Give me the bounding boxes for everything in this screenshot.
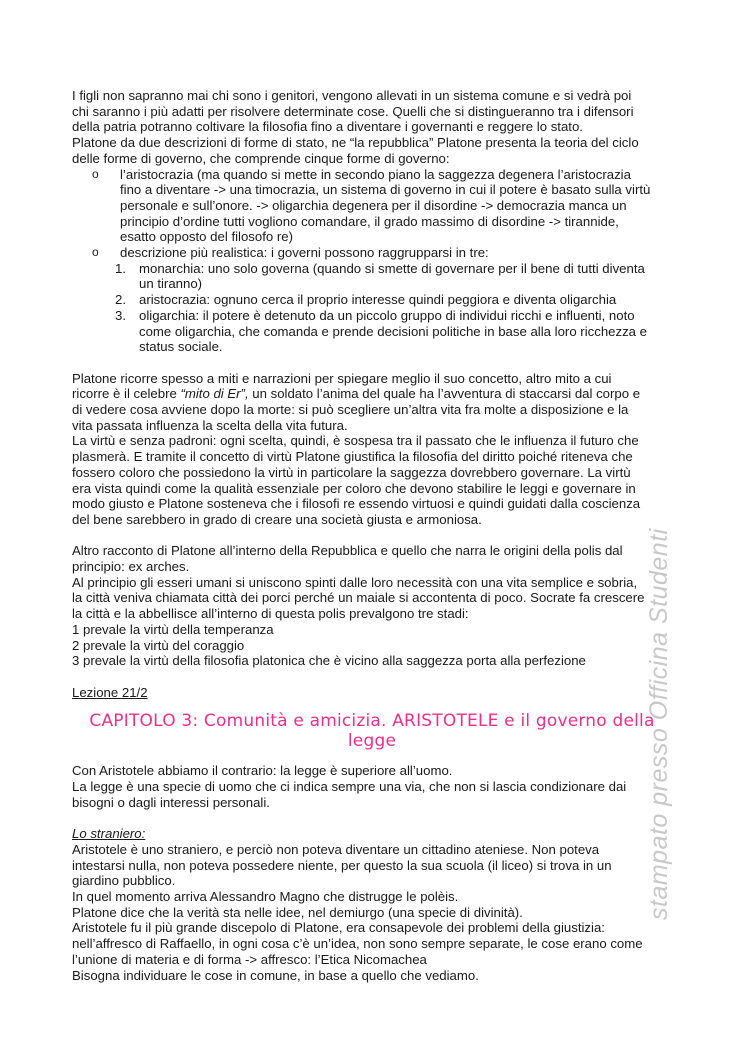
lesson-label: Lezione 21/2 <box>72 684 148 700</box>
text-line: bisogni o dagli interessi personali. <box>72 794 270 810</box>
list-number: 2. <box>115 292 126 308</box>
text-line: giardino pubblico. <box>72 873 176 889</box>
text-line: della patria potranno coltivare la filosofia fino a diventare i governanti e reggere lo stato. <box>72 119 583 135</box>
text-line: descrizione più realistica: i governi possono raggrupparsi in tre: <box>120 245 489 261</box>
list-item <box>72 292 672 308</box>
text-run: ricorre è il celebre <box>72 386 181 402</box>
italic-quote: “mito di Er”, <box>180 386 249 402</box>
bullet-marker: o <box>92 245 99 260</box>
text-line: l’aristocrazia (ma quando si mette in secondo piano la saggezza degenera l’aristocrazia <box>120 166 631 182</box>
text-line: Bisogna individuare le cose in comune, in base a quello che vediamo. <box>72 967 479 983</box>
watermark: stampato presso Officina Studenti <box>645 528 673 920</box>
text-line: Platone dice che la verità sta nelle idee, nel demiurgo (una specie di divinità). <box>72 904 523 920</box>
text-line: La virtù e senza padroni: ogni scelta, quindi, è sospesa tra il passato che le influenza il futuro che <box>72 433 639 449</box>
text-line: intestarsi nulla, non poteva possedere niente, per questo la sua scuola (il liceo) si trova in un <box>72 857 612 873</box>
text-line: nell’affresco di Raffaello, in ogni cosa c’è un’idea, non sono sempre separate, le cose erano come <box>72 936 643 952</box>
numbered-list <box>72 261 672 355</box>
document-page <box>72 88 672 983</box>
text-line: modo giusto e Platone sosteneva che i filosofi re essendo virtuosi e quindi guidati dalla coscienza <box>72 496 641 512</box>
text-line: La legge è una specie di uomo che ci indica sempre una via, che non si lascia condizionare dai <box>72 779 627 795</box>
text-line: monarchia: uno solo governa (quando si smette di governare per il bene di tutti diventa <box>139 260 645 276</box>
text-line: delle forme di governo, che comprende cinque forme di governo: <box>72 150 450 166</box>
text-line: Altro racconto di Platone all’interno della Repubblica e quello che narra le origini della polis dal <box>72 543 623 559</box>
text-line: Aristotele fu il più grande discepolo di Platone, era consapevole dei problemi della giustizia: <box>72 920 605 936</box>
text-line: era vista quindi come la qualità essenziale per coloro che devono stabilire le leggi e governare in <box>72 480 636 496</box>
text-line: vita passata influenza la scelta della vita futura. <box>72 417 348 433</box>
text-line: Al principio gli esseri umani si uniscono spinti dalle loro necessità con una vita semplice e sobria, <box>72 574 638 590</box>
text-line: un tiranno) <box>139 276 203 292</box>
stranger-paragraph <box>72 842 672 983</box>
text-line: del bene sarebbero in grado di creare una società giusta e armoniosa. <box>72 511 482 527</box>
text-line: principio d’ordine tutti vogliono comandare, il grado massimo di disordine -> tirannide, <box>120 213 619 229</box>
list-item <box>72 167 672 246</box>
text-line: come oligarchia, che comanda e prende decisioni politiche in base alla loro ricchezza e <box>139 323 648 339</box>
text-line: 1 prevale la virtù della temperanza <box>72 621 274 637</box>
aristotle-intro-paragraph <box>72 763 672 810</box>
paragraph-spacer <box>72 810 672 826</box>
bullet-marker: o <box>92 166 99 181</box>
list-item <box>72 261 672 292</box>
text-line: Con Aristotele abbiamo il contrario: la legge è superiore all’uomo. <box>72 763 453 779</box>
paragraph-spacer <box>72 669 672 685</box>
text-line: 3 prevale la virtù della filosofia platonica che è vicino alla saggezza porta alla perfezione <box>72 653 586 669</box>
text-line: oligarchia: il potere è detenuto da un piccolo gruppo di individui ricchi e influenti, noto <box>139 307 635 323</box>
bullet-list <box>72 167 672 261</box>
list-item <box>72 245 672 261</box>
text-line: la città veniva chiamata città dei porci perché un maiale si accontenta di poco. Socrate fa crescere <box>72 590 645 606</box>
intro-paragraph <box>72 88 672 167</box>
paragraph-spacer <box>72 355 672 371</box>
section-heading: Lo straniero: <box>72 826 146 842</box>
text-line: la città e la abbellisce all’interno di questa polis prevalgono tre stadi: <box>72 606 469 622</box>
text-line: Aristotele è uno straniero, e perciò non poteva diventare un cittadino ateniese. Non poteva <box>72 841 600 857</box>
text-line: fino a diventare -> una timocrazia, un sistema di governo in cui il potere è basato sulla virtù <box>120 182 651 198</box>
text-line: aristocrazia: ognuno cerca il proprio interesse quindi peggiora e diventa oligarchia <box>139 292 617 308</box>
text-line: I figli non sapranno mai chi sono i genitori, vengono allevati in un sistema comune e si vedrà poi <box>72 88 632 103</box>
list-number: 1. <box>115 260 126 276</box>
text-line: di vedere cosa avviene dopo la morte: si può scegliere un’altra vita fra molte a disposizione e la <box>72 402 629 418</box>
list-item <box>72 308 672 355</box>
text-line: fossero coloro che possiedono la virtù in particolare la saggezza dovrebbero governare. La virtù <box>72 464 631 480</box>
chapter-title: CAPITOLO 3: Comunità e amicizia. ARISTOTELE e il governo della legge <box>89 711 655 752</box>
text-line: principio: ex arches. <box>72 559 190 575</box>
text-line: status sociale. <box>139 339 223 355</box>
text-line: plasmerà. E tramite il concetto di virtù Platone giustifica la filosofia del diritto poiché riteneva che <box>72 449 633 465</box>
text-line: 2 prevale la virtù del coraggio <box>72 637 245 653</box>
text-line: l’unione di materia e di forma -> affresco: l’Etica Nicomachea <box>72 951 427 967</box>
text-line: chi saranno i più adatti per risolvere determinate cose. Quelli che si distingueranno tra i difensori <box>72 103 634 119</box>
polis-paragraph <box>72 543 672 669</box>
text-line: esatto opposto del filosofo re) <box>120 229 294 245</box>
paragraph-spacer <box>72 528 672 544</box>
text-run: un soldato l’anima del quale ha l’avventura di staccarsi dal corpo e <box>248 386 641 402</box>
text-line: Platone ricorre spesso a miti e narrazioni per spiegare meglio il suo concetto, altro mito a cui <box>72 370 612 386</box>
text-line <box>72 386 672 402</box>
text-line: Platone da due descrizioni di forme di stato, ne “la repubblica” Platone presenta la teoria del ciclo <box>72 135 639 151</box>
text-line: personale e sull’onore. -> oligarchia degenera per il disordine -> democrazia manca un <box>120 197 627 213</box>
text-line: In quel momento arriva Alessandro Magno che distrugge le polèis. <box>72 888 459 904</box>
list-number: 3. <box>115 307 126 323</box>
myth-paragraph <box>72 371 672 528</box>
